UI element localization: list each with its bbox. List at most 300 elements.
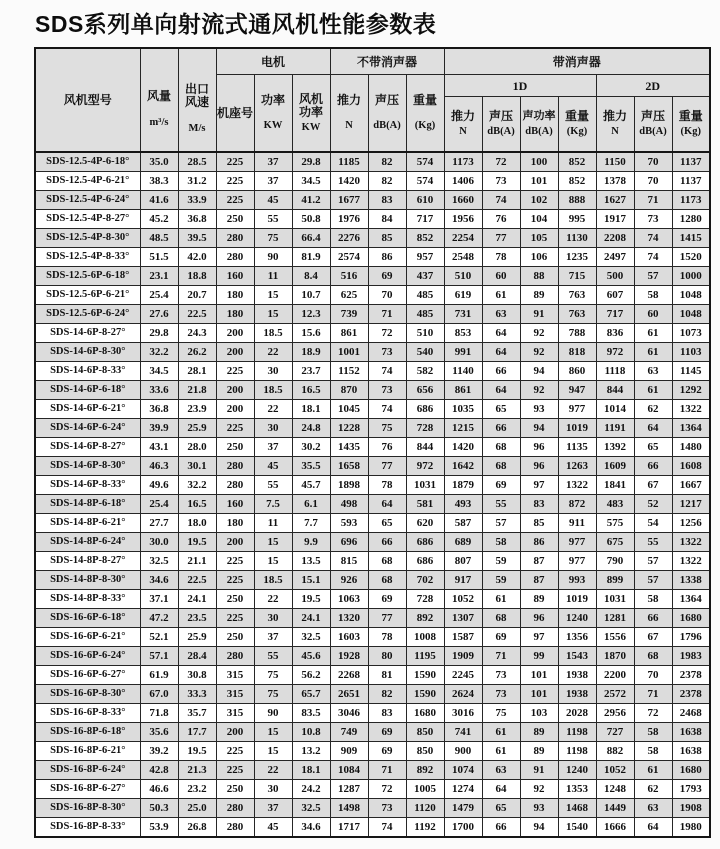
- value-cell: 2276: [330, 229, 368, 248]
- value-cell: 1378: [596, 172, 634, 191]
- table-row: [35, 571, 710, 590]
- value-cell: 1150: [596, 152, 634, 172]
- value-cell: 99: [520, 647, 558, 666]
- value-cell: 65: [482, 799, 520, 818]
- value-cell: 225: [216, 152, 254, 172]
- value-cell: 64: [634, 818, 672, 838]
- value-cell: 68: [482, 438, 520, 457]
- value-cell: 1356: [558, 628, 596, 647]
- value-cell: 315: [216, 704, 254, 723]
- value-cell: 280: [216, 476, 254, 495]
- value-cell: 31.2: [178, 172, 216, 191]
- value-cell: 30.1: [178, 457, 216, 476]
- value-cell: 73: [482, 172, 520, 191]
- value-cell: 1235: [558, 248, 596, 267]
- value-cell: 28.1: [178, 362, 216, 381]
- value-cell: 30.0: [140, 533, 178, 552]
- value-cell: 1498: [330, 799, 368, 818]
- value-cell: 1248: [596, 780, 634, 799]
- value-cell: 33.9: [178, 191, 216, 210]
- value-cell: 29.8: [140, 324, 178, 343]
- value-cell: 225: [216, 172, 254, 191]
- value-cell: 46.6: [140, 780, 178, 799]
- table-row: [35, 780, 710, 799]
- value-cell: 101: [520, 666, 558, 685]
- fan-model-cell: SDS-12.5-4P-8-33°: [35, 248, 140, 267]
- value-cell: 74: [634, 248, 672, 267]
- table-row: [35, 628, 710, 647]
- value-cell: 1898: [330, 476, 368, 495]
- table-row: [35, 419, 710, 438]
- value-cell: 15: [254, 533, 292, 552]
- value-cell: 92: [520, 343, 558, 362]
- value-cell: 30: [254, 362, 292, 381]
- fan-model-cell: SDS-12.5-4P-6-24°: [35, 191, 140, 210]
- value-cell: 73: [368, 343, 406, 362]
- power-unit: KW: [263, 120, 283, 131]
- value-cell: 97: [520, 476, 558, 495]
- value-cell: 15.1: [292, 571, 330, 590]
- value-cell: 77: [368, 457, 406, 476]
- value-cell: 18.1: [292, 761, 330, 780]
- value-cell: 36.8: [140, 400, 178, 419]
- value-cell: 315: [216, 666, 254, 685]
- value-cell: 1031: [596, 590, 634, 609]
- value-cell: 85: [520, 514, 558, 533]
- table-row: [35, 552, 710, 571]
- value-cell: 1198: [558, 742, 596, 761]
- value-cell: 510: [406, 324, 444, 343]
- value-cell: 741: [444, 723, 482, 742]
- value-cell: 67: [634, 628, 672, 647]
- value-cell: 30.8: [178, 666, 216, 685]
- value-cell: 75: [368, 419, 406, 438]
- value-cell: 1543: [558, 647, 596, 666]
- value-cell: 686: [406, 400, 444, 419]
- value-cell: 1084: [330, 761, 368, 780]
- fan-power-label: 风机功率: [298, 91, 323, 119]
- value-cell: 3016: [444, 704, 482, 723]
- value-cell: 55: [254, 476, 292, 495]
- value-cell: 280: [216, 229, 254, 248]
- value-cell: 92: [520, 780, 558, 799]
- value-cell: 34.6: [292, 818, 330, 838]
- value-cell: 60: [482, 267, 520, 286]
- col-header-weight-ns: 重量 (Kg): [406, 75, 444, 153]
- value-cell: 250: [216, 780, 254, 799]
- value-cell: 200: [216, 343, 254, 362]
- value-cell: 37: [254, 628, 292, 647]
- value-cell: 574: [406, 152, 444, 172]
- value-cell: 1603: [330, 628, 368, 647]
- value-cell: 75: [254, 666, 292, 685]
- value-cell: 19.5: [178, 533, 216, 552]
- value-cell: 160: [216, 495, 254, 514]
- value-cell: 2651: [330, 685, 368, 704]
- value-cell: 16.5: [292, 381, 330, 400]
- value-cell: 63: [634, 799, 672, 818]
- value-cell: 35.7: [178, 704, 216, 723]
- value-cell: 82: [368, 152, 406, 172]
- value-cell: 91: [520, 305, 558, 324]
- value-cell: 593: [330, 514, 368, 533]
- value-cell: 620: [406, 514, 444, 533]
- value-cell: 850: [406, 742, 444, 761]
- value-cell: 250: [216, 628, 254, 647]
- value-cell: 83.5: [292, 704, 330, 723]
- value-cell: 315: [216, 685, 254, 704]
- value-cell: 74: [634, 229, 672, 248]
- value-cell: 2624: [444, 685, 482, 704]
- value-cell: 860: [558, 362, 596, 381]
- value-cell: 1263: [558, 457, 596, 476]
- col-header-power: [254, 75, 292, 153]
- value-cell: 977: [558, 533, 596, 552]
- value-cell: 101: [520, 172, 558, 191]
- value-cell: 77: [368, 609, 406, 628]
- fan-model-cell: SDS-16-6P-8-33°: [35, 704, 140, 723]
- value-cell: 73: [634, 210, 672, 229]
- fan-model-cell: SDS-14-6P-8-27°: [35, 438, 140, 457]
- value-cell: 36.8: [178, 210, 216, 229]
- fan-model-cell: SDS-14-6P-8-30°: [35, 343, 140, 362]
- value-cell: 1014: [596, 400, 634, 419]
- value-cell: 853: [444, 324, 482, 343]
- table-row: [35, 267, 710, 286]
- table-row: [35, 343, 710, 362]
- value-cell: 37: [254, 152, 292, 172]
- value-cell: 1415: [672, 229, 710, 248]
- value-cell: 493: [444, 495, 482, 514]
- value-cell: 24.3: [178, 324, 216, 343]
- value-cell: 947: [558, 381, 596, 400]
- value-cell: 20.7: [178, 286, 216, 305]
- value-cell: 22: [254, 343, 292, 362]
- value-cell: 52: [634, 495, 672, 514]
- value-cell: 574: [406, 172, 444, 191]
- fan-model-cell: SDS-14-6P-8-33°: [35, 362, 140, 381]
- value-cell: 882: [596, 742, 634, 761]
- value-cell: 1045: [330, 400, 368, 419]
- value-cell: 225: [216, 362, 254, 381]
- value-cell: 727: [596, 723, 634, 742]
- value-cell: 11: [254, 267, 292, 286]
- value-cell: 55: [482, 495, 520, 514]
- fan-model-cell: SDS-12.5-4P-8-27°: [35, 210, 140, 229]
- fan-power-unit: KW: [301, 121, 321, 133]
- value-cell: 74: [368, 362, 406, 381]
- table-row: [35, 590, 710, 609]
- table-row: [35, 305, 710, 324]
- value-cell: 24.1: [292, 609, 330, 628]
- fan-model-cell: SDS-14-8P-6-21°: [35, 514, 140, 533]
- value-cell: 500: [596, 267, 634, 286]
- value-cell: 18.0: [178, 514, 216, 533]
- col-header-1d-spl: 声压 dB(A): [482, 97, 520, 153]
- value-cell: 1938: [558, 685, 596, 704]
- value-cell: 587: [444, 514, 482, 533]
- value-cell: 15: [254, 286, 292, 305]
- value-cell: 1841: [596, 476, 634, 495]
- value-cell: 498: [330, 495, 368, 514]
- value-cell: 32.5: [292, 799, 330, 818]
- value-cell: 2200: [596, 666, 634, 685]
- fan-model-cell: SDS-16-6P-8-30°: [35, 685, 140, 704]
- value-cell: 1052: [444, 590, 482, 609]
- table-row: [35, 210, 710, 229]
- col-header-2d-thrust: 推力 N: [596, 97, 634, 153]
- value-cell: 105: [520, 229, 558, 248]
- value-cell: 43.1: [140, 438, 178, 457]
- fan-model-cell: SDS-14-6P-8-30°: [35, 457, 140, 476]
- value-cell: 1660: [444, 191, 482, 210]
- value-cell: 57: [634, 267, 672, 286]
- value-cell: 56.2: [292, 666, 330, 685]
- value-cell: 483: [596, 495, 634, 514]
- value-cell: 696: [330, 533, 368, 552]
- value-cell: 1322: [672, 552, 710, 571]
- value-cell: 900: [444, 742, 482, 761]
- value-cell: 61: [634, 761, 672, 780]
- value-cell: 76: [482, 210, 520, 229]
- fan-model-cell: SDS-14-6P-6-21°: [35, 400, 140, 419]
- value-cell: 75: [254, 229, 292, 248]
- value-cell: 104: [520, 210, 558, 229]
- value-cell: 1000: [672, 267, 710, 286]
- value-cell: 250: [216, 590, 254, 609]
- value-cell: 96: [520, 457, 558, 476]
- value-cell: 66: [482, 818, 520, 838]
- value-cell: 61: [482, 742, 520, 761]
- value-cell: 18.1: [292, 400, 330, 419]
- value-cell: 6.1: [292, 495, 330, 514]
- value-cell: 61: [482, 723, 520, 742]
- value-cell: 7.7: [292, 514, 330, 533]
- value-cell: 977: [558, 552, 596, 571]
- value-cell: 225: [216, 419, 254, 438]
- value-cell: 250: [216, 438, 254, 457]
- value-cell: 2574: [330, 248, 368, 267]
- value-cell: 2956: [596, 704, 634, 723]
- value-cell: 35.6: [140, 723, 178, 742]
- value-cell: 200: [216, 324, 254, 343]
- fan-model-cell: SDS-14-6P-6-24°: [35, 419, 140, 438]
- value-cell: 12.3: [292, 305, 330, 324]
- value-cell: 225: [216, 609, 254, 628]
- value-cell: 1590: [406, 685, 444, 704]
- value-cell: 57: [482, 514, 520, 533]
- table-row: [35, 533, 710, 552]
- value-cell: 2208: [596, 229, 634, 248]
- col-header-1d-weight: 重量 (Kg): [558, 97, 596, 153]
- value-cell: 61.9: [140, 666, 178, 685]
- value-cell: 18.5: [254, 571, 292, 590]
- outlet-speed-label: 出口风速: [184, 82, 209, 109]
- value-cell: 24.8: [292, 419, 330, 438]
- value-cell: 581: [406, 495, 444, 514]
- value-cell: 1137: [672, 172, 710, 191]
- value-cell: 26.8: [178, 818, 216, 838]
- value-cell: 861: [444, 381, 482, 400]
- value-cell: 74: [368, 400, 406, 419]
- value-cell: 19.5: [178, 742, 216, 761]
- value-cell: 39.2: [140, 742, 178, 761]
- value-cell: 1870: [596, 647, 634, 666]
- value-cell: 1031: [406, 476, 444, 495]
- value-cell: 1638: [672, 723, 710, 742]
- value-cell: 89: [520, 286, 558, 305]
- value-cell: 33.3: [178, 685, 216, 704]
- value-cell: 72: [634, 704, 672, 723]
- value-cell: 1195: [406, 647, 444, 666]
- value-cell: 58: [634, 723, 672, 742]
- value-cell: 69: [368, 723, 406, 742]
- value-cell: 42.8: [140, 761, 178, 780]
- value-cell: 39.5: [178, 229, 216, 248]
- value-cell: 1540: [558, 818, 596, 838]
- value-cell: 66: [482, 419, 520, 438]
- value-cell: 888: [558, 191, 596, 210]
- value-cell: 64: [482, 381, 520, 400]
- value-cell: 65: [368, 514, 406, 533]
- value-cell: 18.5: [254, 381, 292, 400]
- value-cell: 1980: [672, 818, 710, 838]
- value-cell: 1677: [330, 191, 368, 210]
- value-cell: 72: [368, 780, 406, 799]
- table-row: [35, 248, 710, 267]
- value-cell: 1666: [596, 818, 634, 838]
- value-cell: 51.5: [140, 248, 178, 267]
- fan-model-cell: SDS-16-8P-6-24°: [35, 761, 140, 780]
- fan-model-cell: SDS-14-8P-8-30°: [35, 571, 140, 590]
- value-cell: 58: [634, 590, 672, 609]
- value-cell: 71: [634, 191, 672, 210]
- value-cell: 86: [368, 248, 406, 267]
- value-cell: 35.5: [292, 457, 330, 476]
- value-cell: 1392: [596, 438, 634, 457]
- value-cell: 53.9: [140, 818, 178, 838]
- value-cell: 1137: [672, 152, 710, 172]
- value-cell: 1120: [406, 799, 444, 818]
- value-cell: 24.2: [292, 780, 330, 799]
- value-cell: 993: [558, 571, 596, 590]
- value-cell: 89: [520, 723, 558, 742]
- value-cell: 58: [634, 286, 672, 305]
- table-row: [35, 514, 710, 533]
- value-cell: 32.5: [140, 552, 178, 571]
- value-cell: 995: [558, 210, 596, 229]
- table-row: [35, 324, 710, 343]
- value-cell: 437: [406, 267, 444, 286]
- fan-model-cell: SDS-14-8P-6-24°: [35, 533, 140, 552]
- value-cell: 94: [520, 818, 558, 838]
- table-row: [35, 723, 710, 742]
- value-cell: 66: [634, 457, 672, 476]
- col-header-1d-swl: 声功率 dB(A): [520, 97, 558, 153]
- value-cell: 1274: [444, 780, 482, 799]
- value-cell: 93: [520, 400, 558, 419]
- value-cell: 1191: [596, 419, 634, 438]
- value-cell: 59: [482, 571, 520, 590]
- value-cell: 78: [482, 248, 520, 267]
- air-volume-unit: m³/s: [149, 116, 169, 128]
- table-row: [35, 152, 710, 172]
- value-cell: 29.8: [292, 152, 330, 172]
- value-cell: 66: [368, 533, 406, 552]
- value-cell: 64: [482, 324, 520, 343]
- table-row: [35, 362, 710, 381]
- value-cell: 45.6: [292, 647, 330, 666]
- value-cell: 807: [444, 552, 482, 571]
- value-cell: 23.2: [178, 780, 216, 799]
- value-cell: 1240: [558, 609, 596, 628]
- value-cell: 1052: [596, 761, 634, 780]
- value-cell: 25.0: [178, 799, 216, 818]
- col-header-frame-size: [216, 75, 254, 153]
- value-cell: 96: [520, 609, 558, 628]
- value-cell: 70: [368, 286, 406, 305]
- value-cell: 23.5: [178, 609, 216, 628]
- value-cell: 66.4: [292, 229, 330, 248]
- col-header-2d-spl: 声压 dB(A): [634, 97, 672, 153]
- value-cell: 991: [444, 343, 482, 362]
- value-cell: 1658: [330, 457, 368, 476]
- fan-model-cell: SDS-16-8P-8-33°: [35, 818, 140, 838]
- value-cell: 15.6: [292, 324, 330, 343]
- value-cell: 81: [368, 666, 406, 685]
- value-cell: 1307: [444, 609, 482, 628]
- value-cell: 68: [482, 457, 520, 476]
- value-cell: 64: [482, 780, 520, 799]
- col-header-1d-thrust: 推力 N: [444, 97, 482, 153]
- value-cell: 82: [368, 685, 406, 704]
- value-cell: 749: [330, 723, 368, 742]
- value-cell: 917: [444, 571, 482, 590]
- value-cell: 69: [368, 267, 406, 286]
- fan-model-cell: SDS-12.5-6P-6-24°: [35, 305, 140, 324]
- value-cell: 47.2: [140, 609, 178, 628]
- value-cell: 103: [520, 704, 558, 723]
- value-cell: 1185: [330, 152, 368, 172]
- value-cell: 48.5: [140, 229, 178, 248]
- value-cell: 91: [520, 761, 558, 780]
- value-cell: 75: [482, 704, 520, 723]
- value-cell: 65: [634, 438, 672, 457]
- value-cell: 78: [368, 628, 406, 647]
- value-cell: 80: [368, 647, 406, 666]
- value-cell: 2378: [672, 685, 710, 704]
- table-row: [35, 286, 710, 305]
- value-cell: 1479: [444, 799, 482, 818]
- value-cell: 1140: [444, 362, 482, 381]
- value-cell: 25.4: [140, 286, 178, 305]
- value-cell: 61: [634, 343, 672, 362]
- value-cell: 72: [482, 152, 520, 172]
- value-cell: 84: [368, 210, 406, 229]
- fan-model-cell: SDS-12.5-6P-6-18°: [35, 267, 140, 286]
- table-row: [35, 381, 710, 400]
- value-cell: 540: [406, 343, 444, 362]
- value-cell: 1256: [672, 514, 710, 533]
- value-cell: 83: [520, 495, 558, 514]
- value-cell: 2028: [558, 704, 596, 723]
- fan-model-label: 风机型号: [63, 93, 112, 107]
- value-cell: 68: [634, 647, 672, 666]
- value-cell: 1983: [672, 647, 710, 666]
- value-cell: 25.9: [178, 628, 216, 647]
- fan-model-cell: SDS-16-6P-6-24°: [35, 647, 140, 666]
- value-cell: 15: [254, 305, 292, 324]
